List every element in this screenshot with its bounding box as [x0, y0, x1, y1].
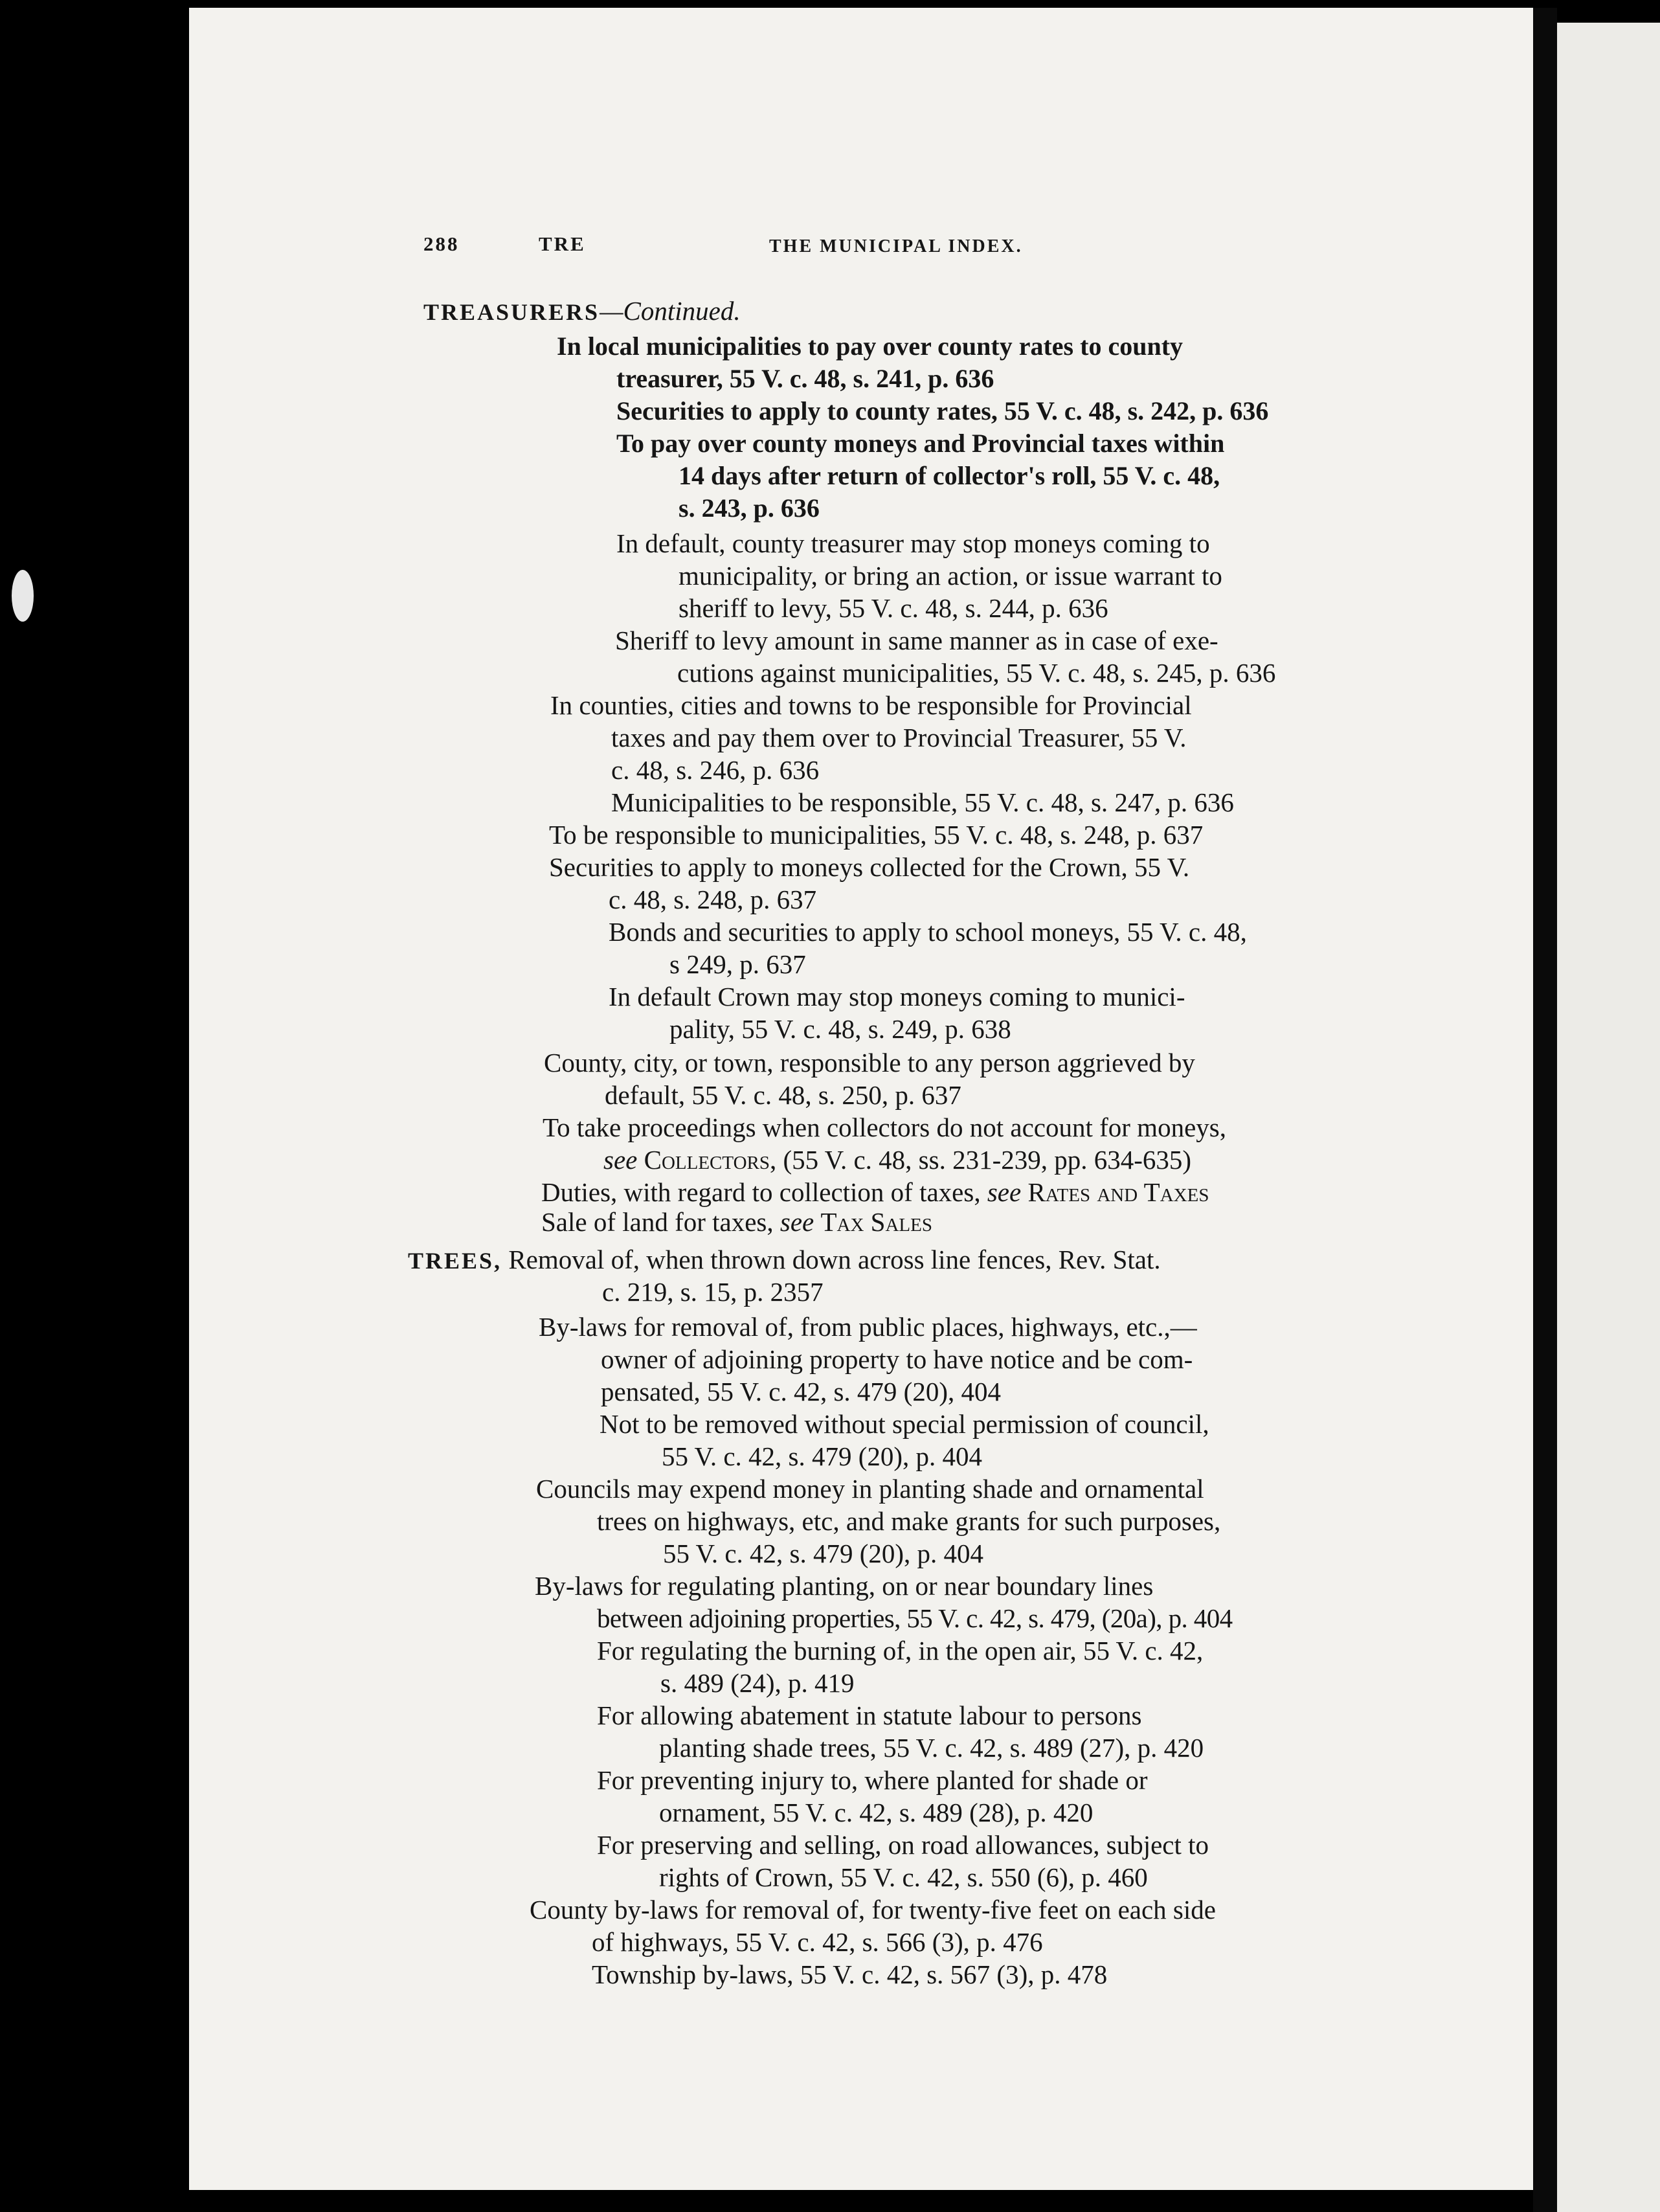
cross-reference-tax-sales: Tax Sales [820, 1207, 932, 1237]
index-line: Securities to apply to moneys collected for the Crown, 55 V. [549, 852, 1190, 882]
index-line: c. 219, s. 15, p. 2357 [602, 1277, 824, 1307]
cross-reference-line: see Collectors, (55 V. c. 48, ss. 231-239, pp. 634-635) [603, 1145, 1192, 1175]
index-line: In default Crown may stop moneys coming to munici- [609, 982, 1185, 1011]
index-line: pensated, 55 V. c. 42, s. 479 (20), 404 [601, 1377, 1001, 1406]
index-line: pality, 55 V. c. 48, s. 249, p. 638 [669, 1014, 1011, 1044]
index-line: Not to be removed without special permission of council, [600, 1409, 1209, 1439]
index-line: For regulating the burning of, in the open air, 55 V. c. 42, [597, 1636, 1204, 1665]
index-line: municipality, or bring an action, or issue warrant to [679, 561, 1222, 591]
index-line: In local municipalities to pay over county rates to county [557, 332, 1183, 361]
index-line: To be responsible to municipalities, 55 V. c. 48, s. 248, p. 637 [549, 820, 1204, 850]
running-title: THE MUNICIPAL INDEX. [769, 236, 1023, 256]
index-line: County by-laws for removal of, for twenty-five feet on each side [530, 1895, 1216, 1924]
index-line: Township by-laws, 55 V. c. 42, s. 567 (3), p. 478 [592, 1959, 1108, 1989]
index-line: owner of adjoining property to have notice and be com- [601, 1344, 1193, 1374]
index-line: For preserving and selling, on road allowances, subject to [597, 1830, 1209, 1860]
index-line: Municipalities to be responsible, 55 V. c. 48, s. 247, p. 636 [611, 787, 1234, 817]
index-line: 55 V. c. 42, s. 479 (20), p. 404 [663, 1539, 984, 1568]
index-line: s 249, p. 637 [669, 949, 806, 979]
index-line: sheriff to levy, 55 V. c. 48, s. 244, p. 636 [679, 593, 1108, 623]
index-line: By-laws for regulating planting, on or near boundary lines [535, 1571, 1154, 1601]
entry-heading-treasurers: TREASURERS—Continued. [423, 296, 741, 326]
index-line: In default, county treasurer may stop moneys coming to [616, 528, 1210, 558]
index-line: By-laws for removal of, from public places, highways, etc.,— [539, 1312, 1197, 1342]
index-line: Bonds and securities to apply to school moneys, 55 V. c. 48, [609, 917, 1247, 947]
index-line: In counties, cities and towns to be responsible for Provincial [550, 690, 1192, 720]
index-line: taxes and pay them over to Provincial Treasurer, 55 V. [611, 723, 1187, 752]
index-line: County, city, or town, responsible to any person aggrieved by [544, 1048, 1195, 1078]
index-line: s. 243, p. 636 [679, 493, 820, 523]
index-line: cutions against municipalities, 55 V. c. 48, s. 245, p. 636 [677, 658, 1276, 688]
index-line: c. 48, s. 248, p. 637 [609, 885, 817, 914]
index-line: Councils may expend money in planting shade and ornamental [536, 1474, 1204, 1504]
index-line: 14 days after return of collector's roll, 55 V. c. 48, [679, 461, 1220, 490]
facing-page-edge [1557, 23, 1660, 2212]
index-line: To take proceedings when collectors do not account for moneys, [543, 1112, 1226, 1142]
index-line: To pay over county moneys and Provincial taxes within [616, 429, 1225, 458]
cross-reference-line: Duties, with regard to collection of taxes, see Rates and Taxes [541, 1177, 1209, 1207]
cross-reference-collectors: Collectors, [644, 1145, 777, 1175]
cross-reference-rates-and-taxes: Rates and Taxes [1027, 1177, 1209, 1207]
index-line: For allowing abatement in statute labour to persons [597, 1700, 1142, 1730]
page-gutter [1533, 8, 1557, 2212]
index-line: s. 489 (24), p. 419 [660, 1668, 855, 1698]
index-line: c. 48, s. 246, p. 636 [611, 755, 820, 785]
index-line: default, 55 V. c. 48, s. 250, p. 637 [605, 1080, 961, 1110]
cross-reference-line: Sale of land for taxes, see Tax Sales [541, 1207, 932, 1237]
index-line: ornament, 55 V. c. 42, s. 489 (28), p. 420 [659, 1798, 1094, 1827]
index-line: treasurer, 55 V. c. 48, s. 241, p. 636 [616, 364, 994, 393]
index-line: Securities to apply to county rates, 55 V. c. 48, s. 242, p. 636 [616, 396, 1269, 425]
index-line: planting shade trees, 55 V. c. 42, s. 489 (27), p. 420 [659, 1733, 1204, 1763]
index-line: 55 V. c. 42, s. 479 (20), p. 404 [662, 1441, 983, 1471]
entry-heading-trees: TREES, Removal of, when thrown down across line fences, Rev. Stat. [408, 1245, 1161, 1274]
section-label: TRE [539, 232, 586, 255]
index-line: between adjoining properties, 55 V. c. 42, s. 479, (20a), p. 404 [597, 1603, 1233, 1633]
index-line: For preventing injury to, where planted for shade or [597, 1765, 1148, 1795]
index-line: trees on highways, etc, and make grants for such purposes, [597, 1506, 1221, 1536]
index-line: rights of Crown, 55 V. c. 42, s. 550 (6), p. 460 [659, 1862, 1148, 1892]
margin-smudge [12, 570, 34, 622]
page-number: 288 [423, 232, 460, 255]
index-line: of highways, 55 V. c. 42, s. 566 (3), p. 476 [592, 1927, 1043, 1957]
index-line: Sheriff to levy amount in same manner as in case of exe- [615, 626, 1218, 655]
